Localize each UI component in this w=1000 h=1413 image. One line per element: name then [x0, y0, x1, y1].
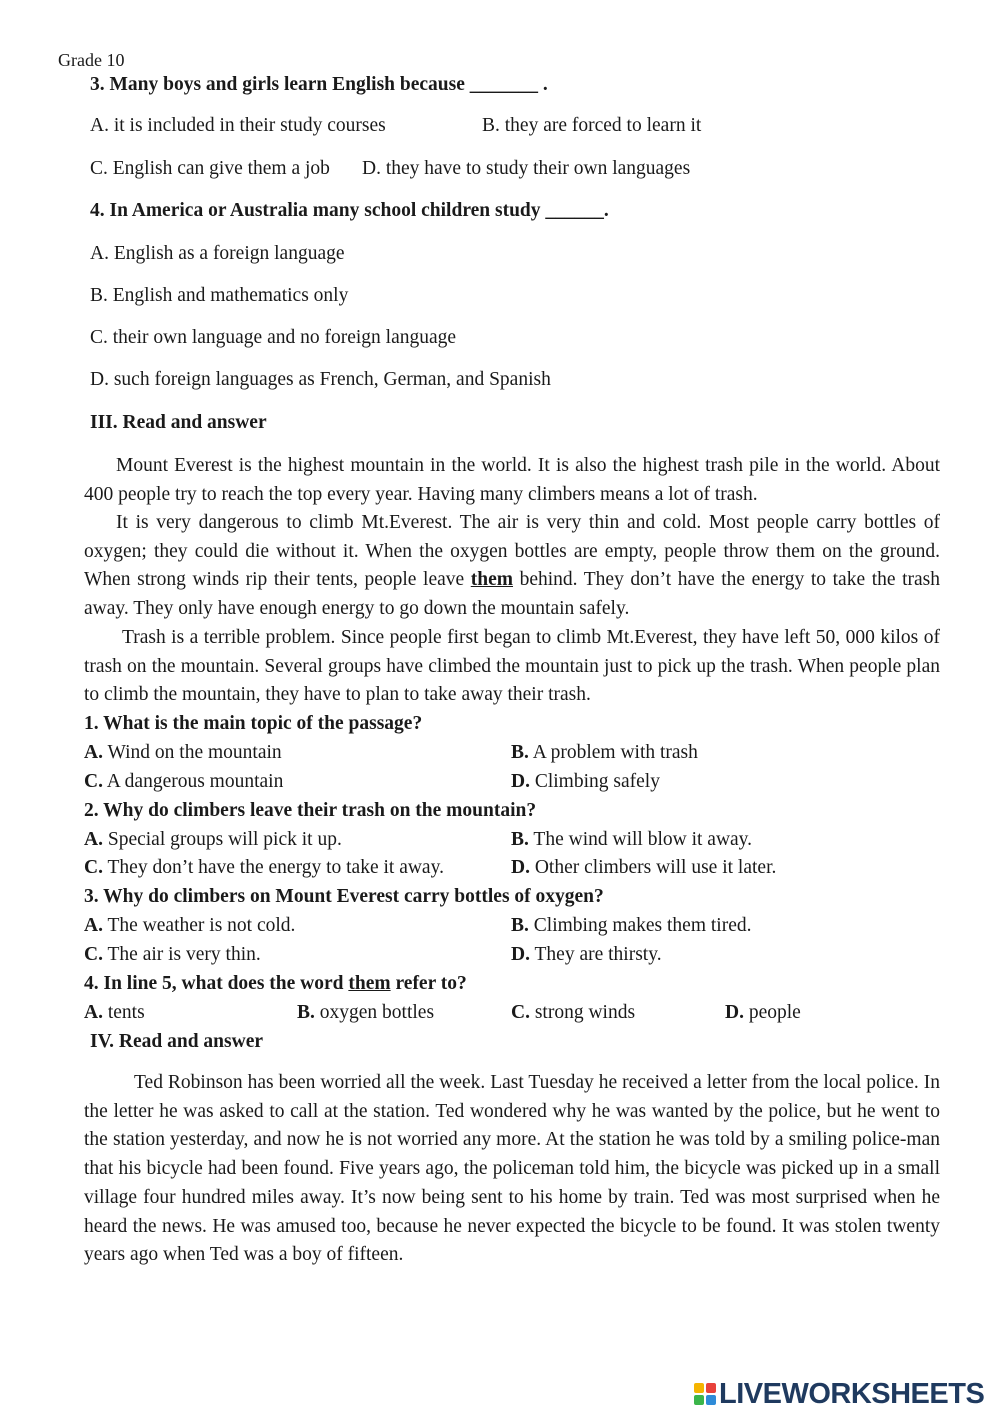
q4-option-b: B. English and mathematics only: [90, 285, 349, 306]
rq4-option-b: B. oxygen bottles: [297, 1002, 435, 1023]
rq2-option-d: D. Other climbers will use it later.: [511, 857, 777, 878]
passage1-paragraph3: Trash is a terrible problem. Since people first began to climb Mt.Everest, they have left 50, 000 kilos of trash on the mountain. Several groups have climbed the mountain just to pick up the trash. When people plan to climb the mountain, they have to plan to take away their trash.: [84, 627, 940, 706]
logo-squares-icon: [694, 1383, 716, 1405]
q4-stem: 4. In America or Australia many school children study ______.: [90, 200, 609, 221]
logo-square-blue: [706, 1395, 716, 1405]
rq1-option-c: C. A dangerous mountain: [84, 771, 284, 792]
liveworksheets-logo: [694, 1378, 984, 1410]
q4-option-a: A. English as a foreign language: [90, 243, 345, 264]
rq3-option-d: D. They are thirsty.: [511, 944, 662, 965]
rq4-option-c: C. strong winds: [511, 1002, 636, 1023]
section3-heading: III. Read and answer: [90, 412, 267, 433]
paragraph2-text-before: It is very dangerous to climb Mt.Everest. The air is very thin and cold. Most people carry bottles of oxygen; they could die without it. When the oxygen bottles are empty, people throw them on the ground. When strong winds rip their tents, people leave: [84, 512, 940, 591]
rq3-option-c: C. The air is very thin.: [84, 944, 261, 965]
q3-option-c: C. English can give them a job: [90, 158, 330, 179]
q3-option-b: B. they are forced to learn it: [482, 115, 702, 136]
passage1-paragraph1: Mount Everest is the highest mountain in the world. It is also the highest trash pile in the world. About 400 people try to reach the top every year. Having many climbers means a lot of trash.: [84, 455, 940, 505]
rq4-option-a: A. tents: [84, 1002, 145, 1023]
paragraph2-text-after: behind. They don’t have the energy to take the trash away. They only have enough energy to go down the mountain safely.: [84, 569, 941, 620]
logo-square-red: [706, 1383, 716, 1393]
rq2-stem: 2. Why do climbers leave their trash on the mountain?: [84, 800, 537, 821]
q3-stem: 3. Many boys and girls learn English because _______ .: [90, 74, 548, 95]
rq4-option-d: D. people: [725, 1002, 801, 1023]
q4-option-d: D. such foreign languages as French, German, and Spanish: [90, 369, 551, 390]
underlined-word-them-ref: them: [348, 973, 391, 994]
rq2-option-c: C. They don’t have the energy to take it away.: [84, 857, 444, 878]
logo-text: LIVEWORKSHEETS: [719, 1377, 985, 1410]
grade-label: Grade 10: [58, 50, 125, 70]
rq1-option-d: D. Climbing safely: [511, 771, 660, 792]
rq2-option-b: B. The wind will blow it away.: [511, 829, 753, 850]
rq3-option-a: A. The weather is not cold.: [84, 915, 296, 936]
section4-heading: IV. Read and answer: [90, 1031, 264, 1052]
passage2-paragraph: Ted Robinson has been worried all the week. Last Tuesday he received a letter from the local police. In the letter he was asked to call at the station. Ted wondered why he was wanted by the police, but he went to the station yesterday, and now he is not worried any more. At the station he was told by a smiling police-man that his bicycle had been found. Five years ago, the policeman told him, the bicycle was picked up in a small village four hundred miles away. It’s now being sent to his home by train. Ted was most surprised when he heard the news. He was amused too, because he never expected the bicycle to be found. It was stolen twenty years ago when Ted was a boy of fifteen.: [84, 1072, 940, 1266]
rq1-option-a: A. Wind on the mountain: [84, 742, 282, 763]
underlined-word-them: them: [470, 569, 514, 591]
rq3-option-b: B. Climbing makes them tired.: [511, 915, 752, 936]
q4-option-c: C. their own language and no foreign language: [90, 327, 457, 348]
logo-square-yellow: [694, 1383, 704, 1393]
rq4-stem: 4. In line 5, what does the word them refer to?: [84, 973, 467, 994]
rq1-option-b: B. A problem with trash: [511, 742, 698, 763]
logo-square-green: [694, 1395, 704, 1405]
passage1-paragraph2: [84, 509, 940, 624]
rq1-stem: 1. What is the main topic of the passage?: [84, 713, 423, 734]
rq3-stem: 3. Why do climbers on Mount Everest carry bottles of oxygen?: [84, 886, 604, 907]
rq2-option-a: A. Special groups will pick it up.: [84, 829, 342, 850]
q3-option-a: A. it is included in their study courses: [90, 115, 386, 136]
q3-option-d: D. they have to study their own languages: [362, 158, 691, 179]
